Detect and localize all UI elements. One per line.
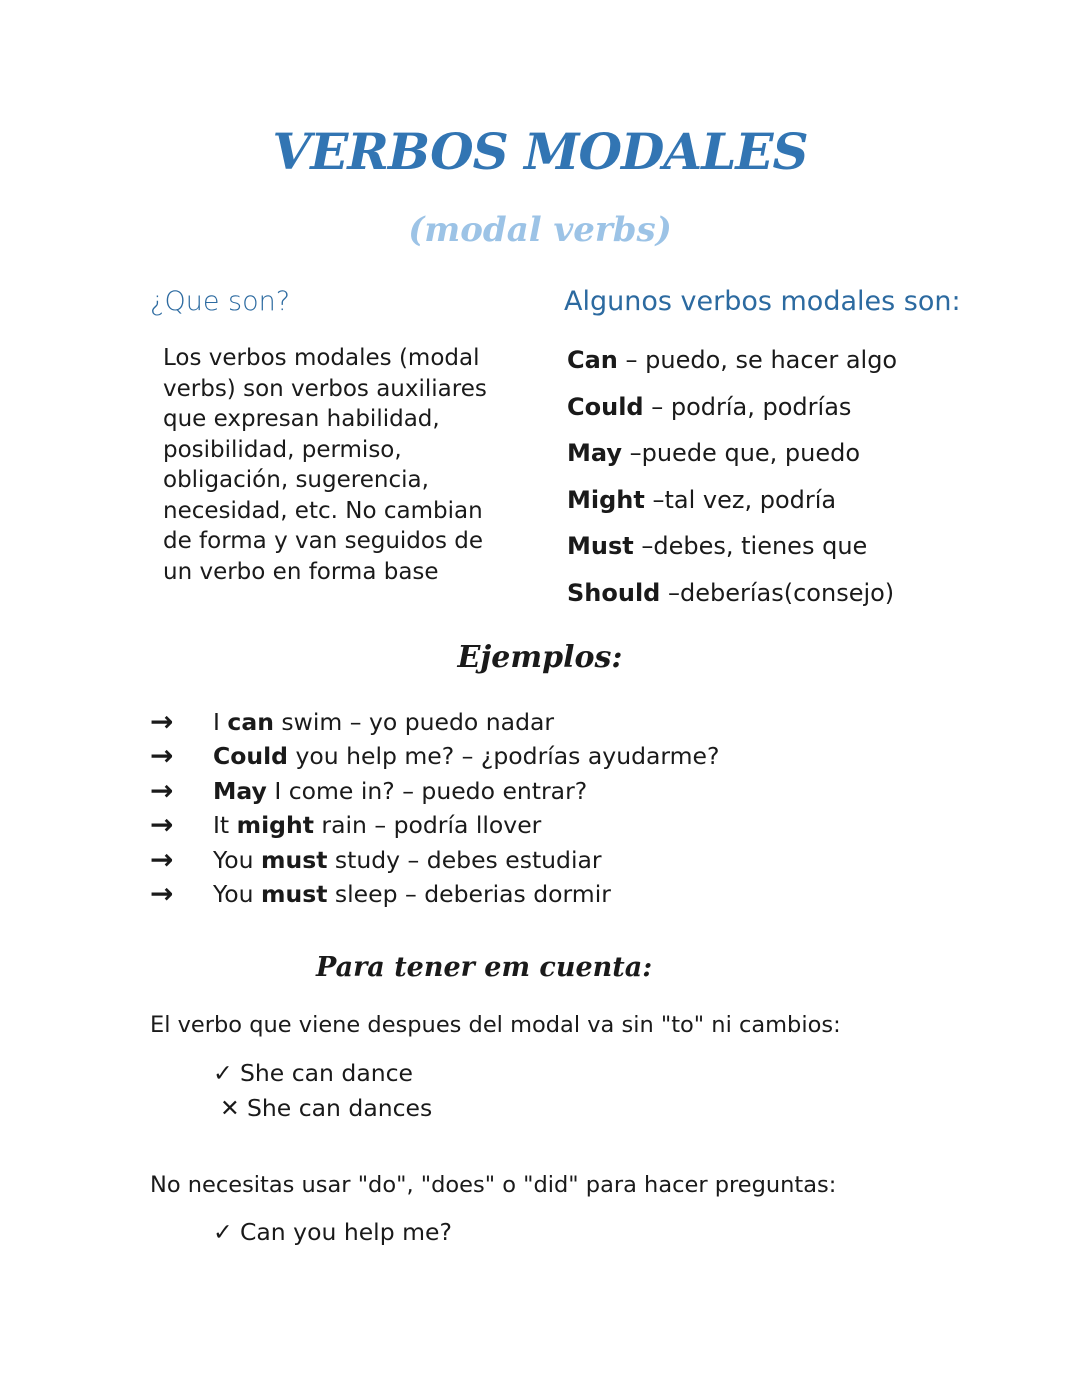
example-item <box>150 739 719 773</box>
wrong-example-text: She can dances <box>247 1094 433 1122</box>
example-modal: May <box>213 776 267 805</box>
arrow-right-icon: → <box>150 842 174 876</box>
wrong-example <box>220 1094 432 1122</box>
arrow-right-icon: → <box>150 705 174 738</box>
example-item <box>150 808 719 842</box>
correct-example <box>213 1059 413 1087</box>
modal-meaning: –tal vez, podría <box>644 485 837 514</box>
modal-item <box>567 576 1007 623</box>
page-title: VERBOS MODALES <box>272 122 808 181</box>
example-text: May I come in? – puedo entrar? <box>213 776 588 805</box>
example-modal: must <box>260 845 328 874</box>
example-item <box>150 877 719 911</box>
rule-no-do: No necesitas usar "do", "does" o "did" para hacer preguntas: <box>150 1172 837 1198</box>
example-item <box>150 774 719 808</box>
definition-text: Los verbos modales (modal verbs) son verbos auxiliares que expresan habilidad, posibilidad, permiso, obligación, sugerencia, necesidad, etc. No cambian de forma y van seguidos de un verbo en forma base <box>163 345 487 585</box>
example-item <box>150 705 719 739</box>
correct-example <box>213 1218 452 1246</box>
examples-heading: Ejemplos: <box>457 640 623 675</box>
modal-meaning: –debes, tienes que <box>633 532 868 560</box>
modal-verb: Must <box>567 532 634 560</box>
modal-item <box>567 343 1007 390</box>
modal-meaning: – podría, podrías <box>643 392 852 421</box>
modal-verb: Should <box>567 578 661 607</box>
modal-item <box>567 483 1007 530</box>
definition-heading: ¿Que son? <box>150 286 291 317</box>
page-subtitle: (modal verbs) <box>408 210 672 250</box>
arrow-right-icon: → <box>150 876 174 910</box>
examples-list <box>150 705 719 911</box>
modal-item <box>567 390 1007 437</box>
example-modal: might <box>236 811 314 840</box>
example-text: I can swim – yo puedo nadar <box>213 708 555 736</box>
check-icon: ✓ <box>213 1059 233 1087</box>
modal-verb: Might <box>567 485 645 514</box>
example-modal: Could <box>213 742 288 771</box>
arrow-right-icon: → <box>150 773 174 807</box>
modal-meaning: –deberías(consejo) <box>660 578 895 607</box>
notes-heading: Para tener em cuenta: <box>316 952 653 983</box>
example-modal: can <box>227 708 274 736</box>
modal-verb: Can <box>567 346 618 374</box>
example-text: Could you help me? – ¿podrías ayudarme? <box>213 742 720 771</box>
cross-icon: ✕ <box>220 1094 240 1122</box>
correct-example-text: Can you help me? <box>240 1218 452 1246</box>
modal-meaning: – puedo, se hacer algo <box>617 346 898 374</box>
arrow-right-icon: → <box>150 739 174 773</box>
example-item <box>150 843 719 877</box>
rule-no-to: El verbo que viene despues del modal va sin "to" ni cambios: <box>150 1012 841 1038</box>
example-text: You must study – debes estudiar <box>213 845 602 874</box>
check-icon: ✓ <box>213 1218 233 1246</box>
modal-verbs-list <box>567 343 1007 622</box>
modal-verb: Could <box>567 392 644 421</box>
example-modal: must <box>260 879 328 908</box>
modals-heading: Algunos verbos modales son: <box>564 286 961 317</box>
modal-item <box>567 529 1007 576</box>
example-text: You must sleep – deberias dormir <box>213 879 611 908</box>
arrow-right-icon: → <box>150 808 174 842</box>
modal-meaning: –puede que, puedo <box>621 439 861 467</box>
example-text: It might rain – podría llover <box>213 811 542 840</box>
modal-verb: May <box>567 439 622 467</box>
correct-example-text: She can dance <box>240 1059 414 1087</box>
modal-item <box>567 436 1007 483</box>
